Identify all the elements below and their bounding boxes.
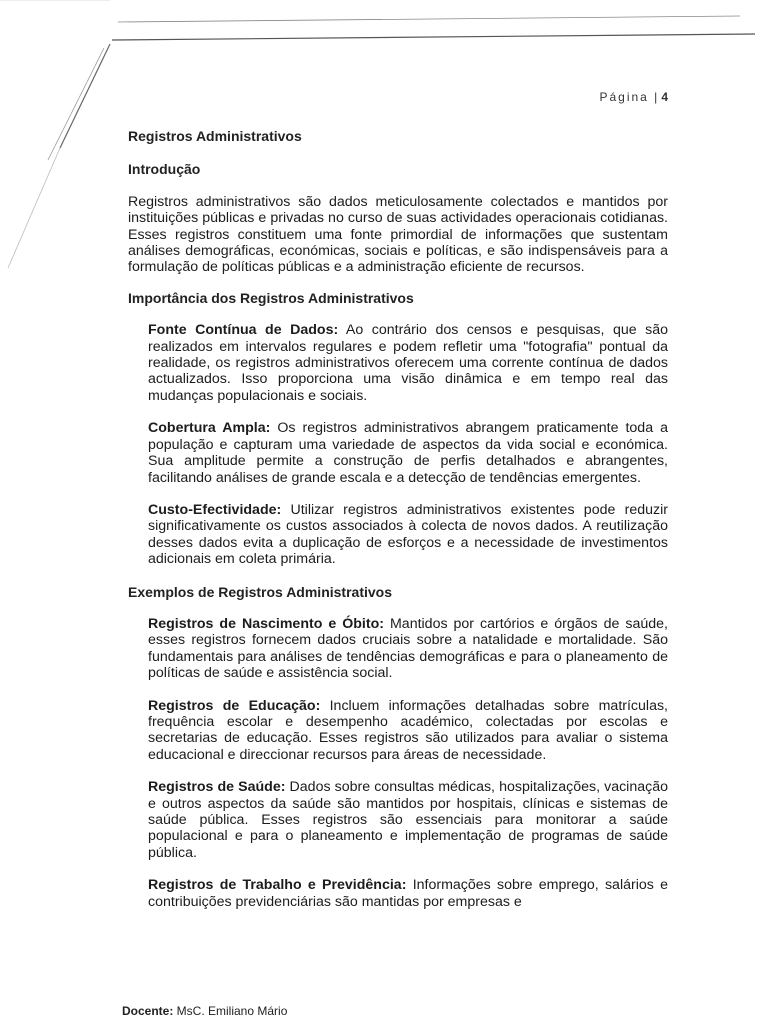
page-number xyxy=(599,90,668,104)
example-item xyxy=(148,616,668,682)
item-text: Os registros administrativos abrangem praticamente toda a população e capturam uma variedade de aspectos da vida social e económica. Sua amplitude permite a construção de perfis detalhados e abrangentes, facilitando análises de grande escala e a detecção de tendências emergentes. xyxy=(148,420,668,486)
item-text: Dados sobre consultas médicas, hospitalizações, vacinação e outros aspectos da saúde são mantidos por hospitais, clínicas e sistemas de saúde pública. Esses registros são essenciais para monitorar a saúde populacional e para o planeamento e implementação de programas de saúde pública. xyxy=(148,779,668,861)
item-term: Registros de Saúde: xyxy=(148,779,286,796)
page-number-value: 4 xyxy=(661,90,668,104)
importance-item xyxy=(148,502,668,568)
intro-paragraph: Registros administrativos são dados meticulosamente colectados e mantidos por instituições públicas e privadas no curso de suas actividades operacionais cotidianas. Esses registros constituem uma fonte primordial de informações que sustentam análises demográficas, económicas, sociais e políticas, e são indispensáveis para a formulação de políticas públicas e a administração eficiente de recursos. xyxy=(128,193,668,276)
document-body xyxy=(128,128,668,926)
importance-heading: Importância dos Registros Administrativos xyxy=(128,289,414,306)
importance-item xyxy=(148,322,668,404)
item-text: Mantidos por cartórios e órgãos de saúde, esses registros fornecem dados cruciais sobre a natalidade e mortalidade. São fundamentais para análises de tendências demográficas e para o planeamento de políticas de saúde e assistência social. xyxy=(148,615,668,682)
importance-item xyxy=(148,420,668,486)
item-term: Cobertura Ampla: xyxy=(148,420,271,437)
item-term: Registros de Nascimento e Óbito: xyxy=(148,615,384,632)
item-term: Registros de Educação: xyxy=(148,697,321,714)
footer-name: MsC. Emiliano Mário xyxy=(173,1004,288,1018)
example-item xyxy=(148,779,668,861)
item-term: Registros de Trabalho e Previdência: xyxy=(148,877,407,894)
page-label: Página | xyxy=(599,90,660,104)
document-title: Registros Administrativos xyxy=(128,128,302,144)
footer xyxy=(122,1004,287,1018)
item-term: Fonte Contínua de Dados: xyxy=(148,322,339,339)
footer-label: Docente: xyxy=(122,1004,174,1018)
item-text: Utilizar registros administrativos existentes pode reduzir significativamente os custos associados à colecta de novos dados. A reutilização desses dados evita a duplicação de esforços e a necessidade de investimentos adicionais em coleta primária. xyxy=(148,501,668,568)
item-text: Ao contrário dos censos e pesquisas, que são realizados em intervalos regulares e podem refletir uma "fotografia" pontual da realidade, os registros administrativos oferecem uma corrente contínua de dados actualizados. Isso proporciona uma visão dinâmica e em tempo real das mudanças populacionais e sociais. xyxy=(148,322,668,404)
item-text: Informações sobre emprego, salários e contribuições previdenciárias são mantidas por empresas e xyxy=(148,877,669,910)
example-item xyxy=(148,698,668,764)
item-term: Custo-Efectividade: xyxy=(148,501,282,518)
intro-heading: Introdução xyxy=(128,161,201,178)
examples-heading: Exemplos de Registros Administrativos xyxy=(128,583,392,600)
item-text: Incluem informações detalhadas sobre matrículas, frequência escolar e desempenho académico, colectadas por escolas e secretarias de educação. Esses registros são utilizados para avaliar o sistema educacional e direccionar recursos para áreas de necessidade. xyxy=(148,697,668,763)
example-item xyxy=(148,877,668,910)
